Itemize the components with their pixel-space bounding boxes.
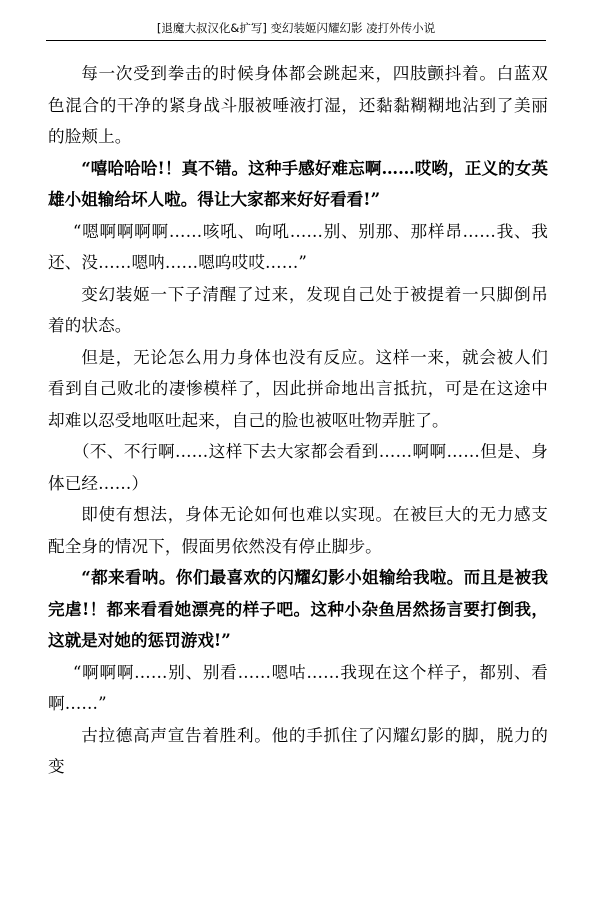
paragraph-6: （不、不行啊……这样下去大家都会看到……啊啊……但是、身体已经……） bbox=[48, 442, 548, 493]
paragraph-10: 古拉德高声宣告着胜利。他的手抓住了闪耀幻影的脚，脱力的变 bbox=[48, 725, 548, 776]
paragraph-9: “啊啊啊……别、别看……嗯咕……我现在这个样子，都别、看啊……” bbox=[48, 662, 548, 713]
document-body bbox=[48, 58, 548, 783]
paragraph-7: 即使有想法，身体无论如何也难以实现。在被巨大的无力感支配全身的情况下，假面男依然没有停止脚步。 bbox=[48, 505, 548, 556]
paragraph-1: 每一次受到拳击的时候身体都会跳起来，四肢颤抖着。白蓝双色混合的干净的紧身战斗服被唾液打湿，还黏黏糊糊地沾到了美丽的脸颊上。 bbox=[48, 64, 548, 146]
paragraph-4: 变幻装姬一下子清醒了过来，发现自己处于被提着一只脚倒吊着的状态。 bbox=[48, 284, 548, 335]
paragraph-3: “嗯啊啊啊啊……咳吼、呴吼……别、别那、那样昂……我、我还、没……嗯呐……嗯呜哎哎……” bbox=[48, 221, 548, 272]
paragraph-8: “都来看呐。你们最喜欢的闪耀幻影小姐输给我啦。而且是被我完虐!！都来看看她漂亮的样子吧。这种小杂鱼居然扬言要打倒我，这就是对她的惩罚游戏!” bbox=[48, 567, 548, 650]
page-header-title: [退魔大叔汉化&扩写] 变幻装姬闪耀幻影 凌打外传小说 bbox=[156, 21, 436, 35]
paragraph-2: “嘻哈哈哈!！真不错。这种手感好难忘啊……哎哟，正义的女英雄小姐输给坏人啦。得让大家都来好好看看!” bbox=[48, 157, 548, 209]
page-header bbox=[46, 18, 546, 41]
paragraph-5: 但是，无论怎么用力身体也没有反应。这样一来，就会被人们看到自己败北的凄惨模样了，因此拼命地出言抵抗，可是在这途中却难以忍受地呕吐起来，自己的脸也被呕吐物弄脏了。 bbox=[48, 347, 548, 430]
